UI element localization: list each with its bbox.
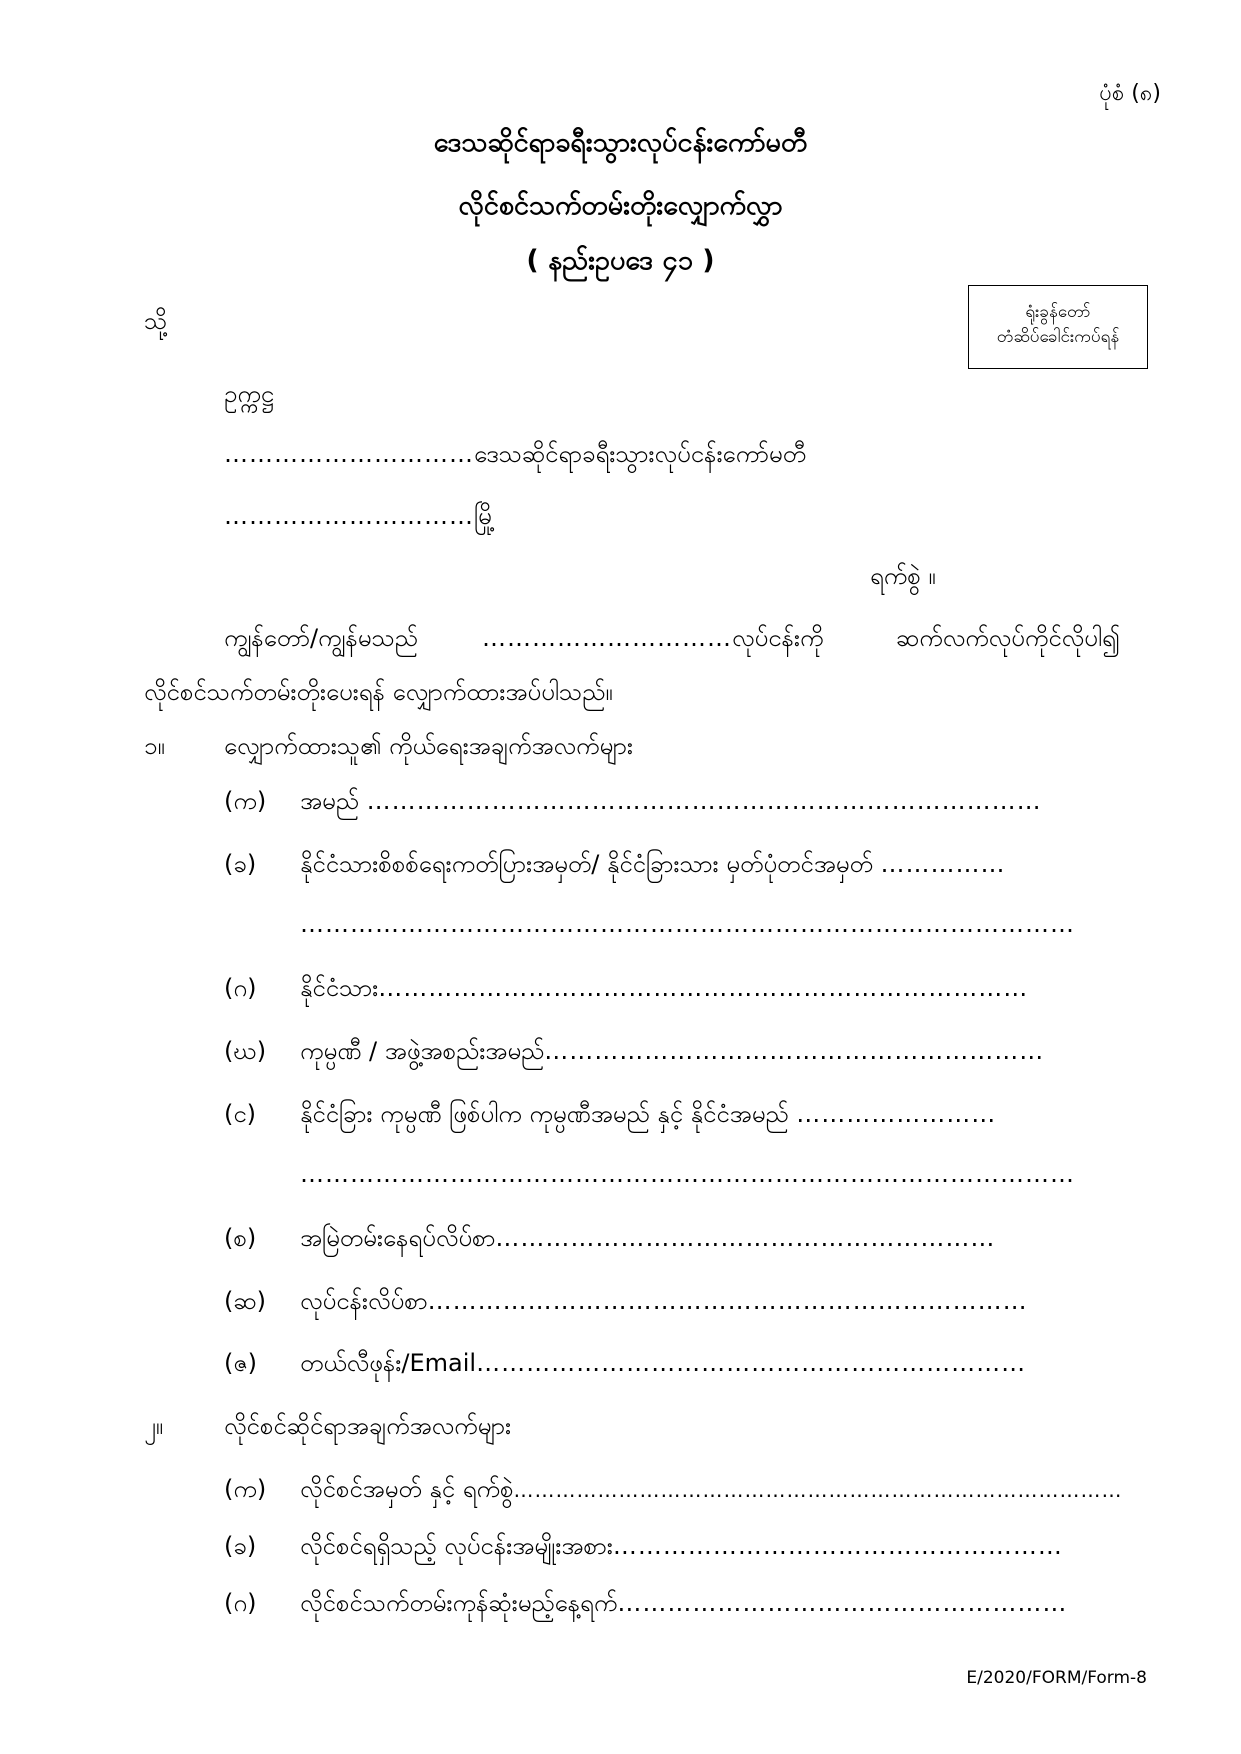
s2-item-dots: ……………………………………………… [617, 1589, 1068, 1617]
section1-number: ၁။ [144, 732, 165, 760]
s1-item-text: တယ်လီဖုန်း/Email [300, 1349, 477, 1377]
s1-item-text: ကုမ္ပဏီ / အဖွဲ့အစည်းအမည် [300, 1037, 545, 1065]
committee-title: ဒေသဆိုင်ရာခရီးသွားလုပ်ငန်းကော်မတီ [433, 127, 808, 158]
s1-item-dots: …………………… [796, 1100, 997, 1128]
s2-item-text: လိုင်စင်အမှတ် နှင့် ရက်စွဲ [300, 1475, 514, 1503]
s2-item-text: လိုင်စင်သက်တမ်းကုန်ဆုံးမည့်နေ့ရက် [300, 1589, 618, 1617]
s1-item-id-number [300, 848, 1005, 884]
s1-item-text: နိုင်ငံခြား ကုမ္ပဏီ ဖြစ်ပါက ကုမ္ပဏီအမည် နှင့် နိုင်ငံအမည် [300, 1100, 789, 1128]
s2-item-label: (ဂ) [224, 1589, 257, 1617]
s1-item-text: နိုင်ငံသား [300, 974, 379, 1002]
addressee-chair: ဥက္ကဋ္ဌ [224, 380, 274, 408]
s2-item-business-type [300, 1530, 1063, 1566]
intro-part-c: ဆက်လက်လုပ်ကိုင်လိုပါ၍ [896, 624, 1120, 652]
s1-item-dots: …………………………………………………………………… [378, 974, 1029, 1002]
intro-line1-dots-field [482, 622, 824, 658]
s1-item-label: (ခ) [224, 850, 257, 878]
s1-item-label: (ဇ) [224, 1349, 257, 1377]
s1-item-label: (ဃ) [224, 1037, 267, 1065]
stamp-box-line1: ရုံးခွန်တော် [1025, 302, 1091, 322]
s1-continuation-dots: ………………………………………………………………………………… [300, 910, 1075, 938]
intro-part-b: လုပ်ငန်းကို [732, 624, 824, 652]
s1-item-address [300, 1222, 995, 1258]
form-code: E/2020/FORM/Form-8 [966, 1668, 1147, 1688]
intro-dots: ………………………… [482, 624, 732, 652]
s2-item-dots: …………………………………………………………………………… [513, 1478, 1123, 1502]
addressee-city-line [224, 500, 495, 536]
s1-item-dots: ………………………………………………………… [476, 1349, 1027, 1377]
s1-item-text: အမြဲတမ်းနေရပ်လိပ်စာ [300, 1224, 496, 1252]
s1-item-business-address [300, 1285, 1028, 1321]
s1-item-text: အမည် [300, 787, 359, 815]
s1-item-label: (စ) [224, 1224, 257, 1252]
s1-item-name [300, 785, 1042, 821]
s1-item-company [300, 1035, 1044, 1071]
s1-item-foreign-company [300, 1098, 996, 1134]
s2-item-expiry-date [300, 1587, 1067, 1623]
addressee-committee-line [224, 438, 806, 474]
s2-item-label: (ခ) [224, 1532, 257, 1560]
s2-item-label: (က) [224, 1475, 267, 1503]
intro-line2: လိုင်စင်သက်တမ်းတိုးပေးရန် လျှောက်ထားအပ်ပါသည်။ [144, 678, 613, 706]
s1-item-dots: …………………………………………………… [544, 1037, 1045, 1065]
section2-heading: လိုင်စင်ဆိုင်ရာအချက်အလက်များ [224, 1412, 512, 1440]
s1-item-label: (က) [224, 787, 267, 815]
s1-item-dots: …………… [880, 850, 1006, 878]
committee-dots: ………………………… [224, 440, 474, 468]
city-label: မြို့ [474, 502, 496, 530]
s1-item-text: လုပ်ငန်းလိပ်စာ [300, 1287, 428, 1315]
s1-item-dots: ……………………………………………………………… [427, 1287, 1028, 1315]
committee-name: ဒေသဆိုင်ရာခရီးသွားလုပ်ငန်းကော်မတီ [474, 440, 806, 468]
s1-item-text: နိုင်ငံသားစိစစ်ရေးကတ်ပြားအမှတ်/ နိုင်ငံခြားသား မှတ်ပုံတင်အမှတ် [300, 850, 873, 878]
form-number: ပုံစံ (၈) [1099, 81, 1161, 106]
addressee-to: သို့ [144, 307, 168, 335]
form-title: လိုင်စင်သက်တမ်းတိုးလျှောက်လွှာ [458, 190, 783, 221]
s1-item-label: (ဂ) [224, 974, 257, 1002]
s1-item-phone-email [300, 1347, 1026, 1383]
section1-heading: လျှောက်ထားသူ၏ ကိုယ်ရေးအချက်အလက်များ [224, 732, 633, 760]
s1-item-label: (င) [224, 1100, 257, 1128]
rule-reference: ( နည်းဥပဒေ ၄၁ ) [526, 245, 715, 276]
s2-item-text: လိုင်စင်ရရှိသည့် လုပ်ငန်းအမျိုးအစား [300, 1532, 613, 1560]
s2-item-license-number [300, 1473, 1122, 1509]
s1-item-dots: ……………………………………………………………………… [366, 787, 1042, 815]
s1-continuation-dots: ………………………………………………………………………………… [300, 1160, 1075, 1188]
date-label: ရက်စွဲ ။ [870, 562, 936, 590]
s1-item-citizenship [300, 972, 1028, 1008]
s2-item-dots: ……………………………………………… [612, 1532, 1063, 1560]
city-dots: ………………………… [224, 502, 474, 530]
s1-item-label: (ဆ) [224, 1287, 266, 1315]
stamp-box [968, 285, 1148, 369]
section2-number: ၂။ [144, 1412, 164, 1440]
intro-part-a: ကျွန်တော်/ကျွန်မသည် [224, 624, 418, 652]
s1-item-dots: …………………………………………………… [495, 1224, 996, 1252]
stamp-box-line2: တံဆိပ်ခေါင်းကပ်ရန် [996, 327, 1120, 347]
